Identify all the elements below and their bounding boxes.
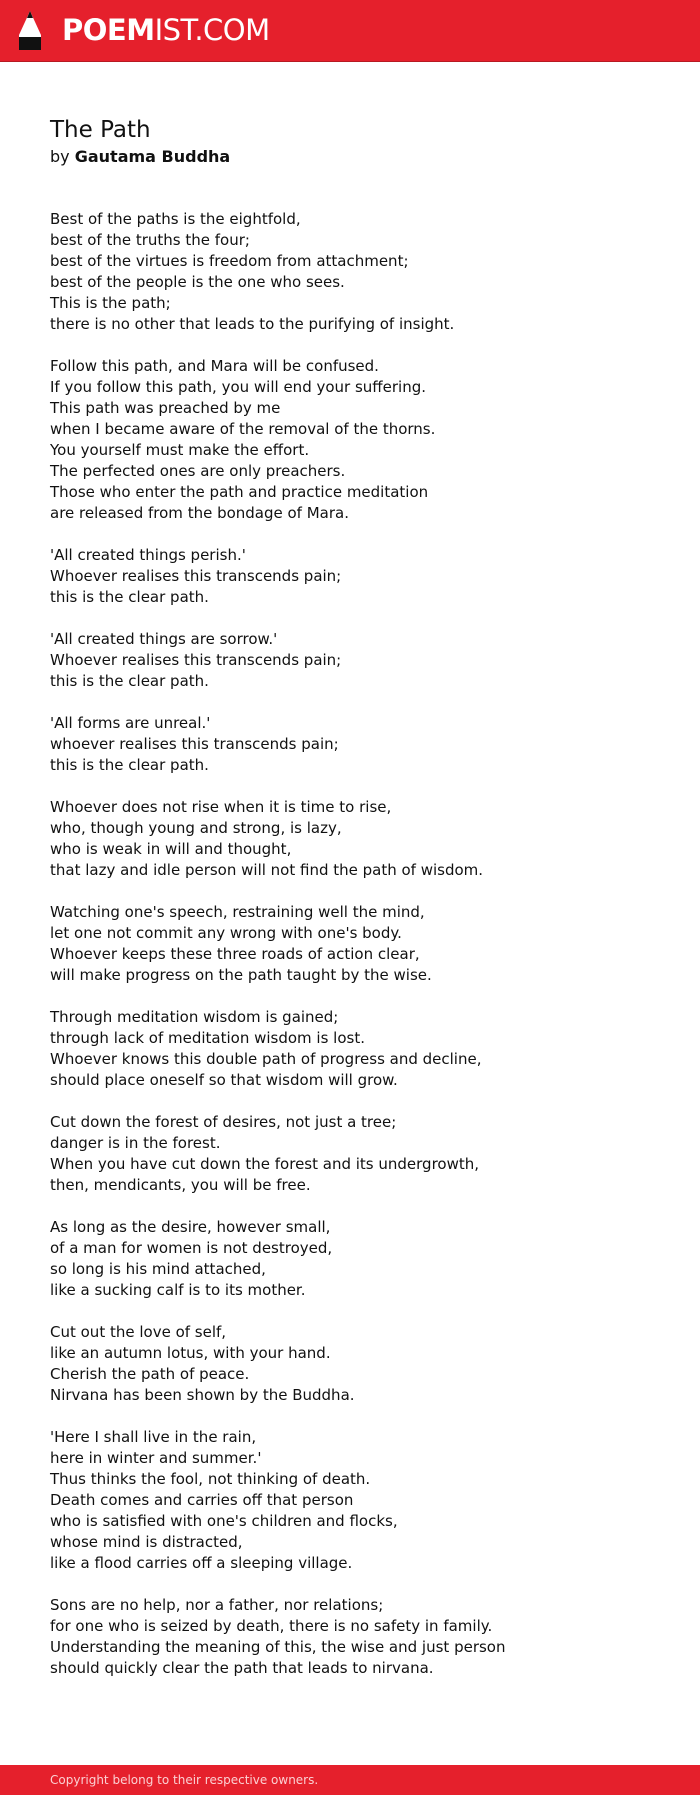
poem-line: best of the virtues is freedom from attachment; <box>50 252 409 270</box>
poem-line: You yourself must make the effort. <box>50 441 310 459</box>
poem-line: so long is his mind attached, <box>50 1260 266 1278</box>
poem-line: Cherish the path of peace. <box>50 1365 250 1383</box>
poem-line: Whoever knows this double path of progress and decline, <box>50 1050 482 1068</box>
poem-line: that lazy and idle person will not find the path of wisdom. <box>50 861 484 879</box>
poem-line: Nirvana has been shown by the Buddha. <box>50 1386 355 1404</box>
poem-line: let one not commit any wrong with one's body. <box>50 924 402 942</box>
site-brand-link[interactable] <box>62 12 270 48</box>
poem-line: through lack of meditation wisdom is lost. <box>50 1029 365 1047</box>
poem-line: Whoever realises this transcends pain; <box>50 651 342 669</box>
poem-body <box>50 209 660 1679</box>
poem-line: best of the people is the one who sees. <box>50 273 345 291</box>
poem-line: When you have cut down the forest and its undergrowth, <box>50 1155 480 1173</box>
poem-line: Follow this path, and Mara will be confused. <box>50 357 379 375</box>
poem-line: Thus thinks the fool, not thinking of death. <box>50 1470 371 1488</box>
site-header <box>0 0 700 62</box>
poem-line: Watching one's speech, restraining well the mind, <box>50 903 425 921</box>
poem-line: This is the path; <box>50 294 171 312</box>
poem-line: this is the clear path. <box>50 672 209 690</box>
poem-line: Cut down the forest of desires, not just a tree; <box>50 1113 397 1131</box>
poem-line: Whoever realises this transcends pain; <box>50 567 342 585</box>
poem-line: Sons are no help, nor a father, nor relations; <box>50 1596 384 1614</box>
poem-stanza <box>50 902 660 986</box>
poem-line: should place oneself so that wisdom will grow. <box>50 1071 398 1089</box>
poem-author: Gautama Buddha <box>74 147 231 166</box>
poem-line: Whoever keeps these three roads of action clear, <box>50 945 420 963</box>
poem-line: this is the clear path. <box>50 588 209 606</box>
poem-stanza <box>50 1007 660 1091</box>
poem-line: Through meditation wisdom is gained; <box>50 1008 339 1026</box>
site-footer <box>0 1765 700 1795</box>
poem-line: 'All created things are sorrow.' <box>50 630 278 648</box>
poem-line: The perfected ones are only preachers. <box>50 462 346 480</box>
poem-stanza <box>50 797 660 881</box>
poem-content <box>50 115 660 1700</box>
poem-line: 'All forms are unreal.' <box>50 714 211 732</box>
poem-stanza <box>50 1427 660 1574</box>
poem-line: there is no other that leads to the purifying of insight. <box>50 315 455 333</box>
poem-line: of a man for women is not destroyed, <box>50 1239 333 1257</box>
poem-line: here in winter and summer.' <box>50 1449 262 1467</box>
pencil-icon[interactable] <box>18 10 42 52</box>
poem-line: then, mendicants, you will be free. <box>50 1176 311 1194</box>
poem-stanza <box>50 545 660 608</box>
poem-stanza <box>50 209 660 335</box>
poem-stanza <box>50 1595 660 1679</box>
poem-line: like an autumn lotus, with your hand. <box>50 1344 331 1362</box>
poem-stanza <box>50 713 660 776</box>
poem-line: who, though young and strong, is lazy, <box>50 819 342 837</box>
poem-stanza <box>50 1217 660 1301</box>
poem-line: As long as the desire, however small, <box>50 1218 331 1236</box>
poem-line: should quickly clear the path that leads to nirvana. <box>50 1659 434 1677</box>
poem-line: will make progress on the path taught by the wise. <box>50 966 432 984</box>
poem-line: 'All created things perish.' <box>50 546 246 564</box>
poem-line: Death comes and carries off that person <box>50 1491 354 1509</box>
poem-line: Cut out the love of self, <box>50 1323 227 1341</box>
poem-line: Whoever does not rise when it is time to rise, <box>50 798 392 816</box>
poem-line: Understanding the meaning of this, the wise and just person <box>50 1638 506 1656</box>
poem-stanza <box>50 1322 660 1406</box>
poem-line: whose mind is distracted, <box>50 1533 243 1551</box>
poem-line: who is weak in will and thought, <box>50 840 292 858</box>
brand-strong: POEM <box>62 13 155 47</box>
poem-stanza <box>50 1112 660 1196</box>
footer-copyright: Copyright belong to their respective owners. <box>50 1773 319 1787</box>
poem-stanza <box>50 356 660 524</box>
poem-line: Those who enter the path and practice meditation <box>50 483 429 501</box>
by-label: by <box>50 147 70 166</box>
poem-line: danger is in the forest. <box>50 1134 221 1152</box>
poem-line: best of the truths the four; <box>50 231 250 249</box>
poem-line: This path was preached by me <box>50 399 281 417</box>
poem-line: If you follow this path, you will end your suffering. <box>50 378 426 396</box>
poem-line: 'Here I shall live in the rain, <box>50 1428 257 1446</box>
poem-line: whoever realises this transcends pain; <box>50 735 339 753</box>
poem-line: are released from the bondage of Mara. <box>50 504 349 522</box>
poem-stanza <box>50 629 660 692</box>
poem-line: for one who is seized by death, there is no safety in family. <box>50 1617 493 1635</box>
brand-light: IST.COM <box>154 13 270 47</box>
poem-line: when I became aware of the removal of the thorns. <box>50 420 436 438</box>
poem-line: like a flood carries off a sleeping village. <box>50 1554 353 1572</box>
poem-line: who is satisfied with one's children and flocks, <box>50 1512 398 1530</box>
poem-byline <box>50 145 660 169</box>
poem-line: this is the clear path. <box>50 756 209 774</box>
poem-line: like a sucking calf is to its mother. <box>50 1281 306 1299</box>
poem-line: Best of the paths is the eightfold, <box>50 210 301 228</box>
poem-title: The Path <box>50 117 151 143</box>
